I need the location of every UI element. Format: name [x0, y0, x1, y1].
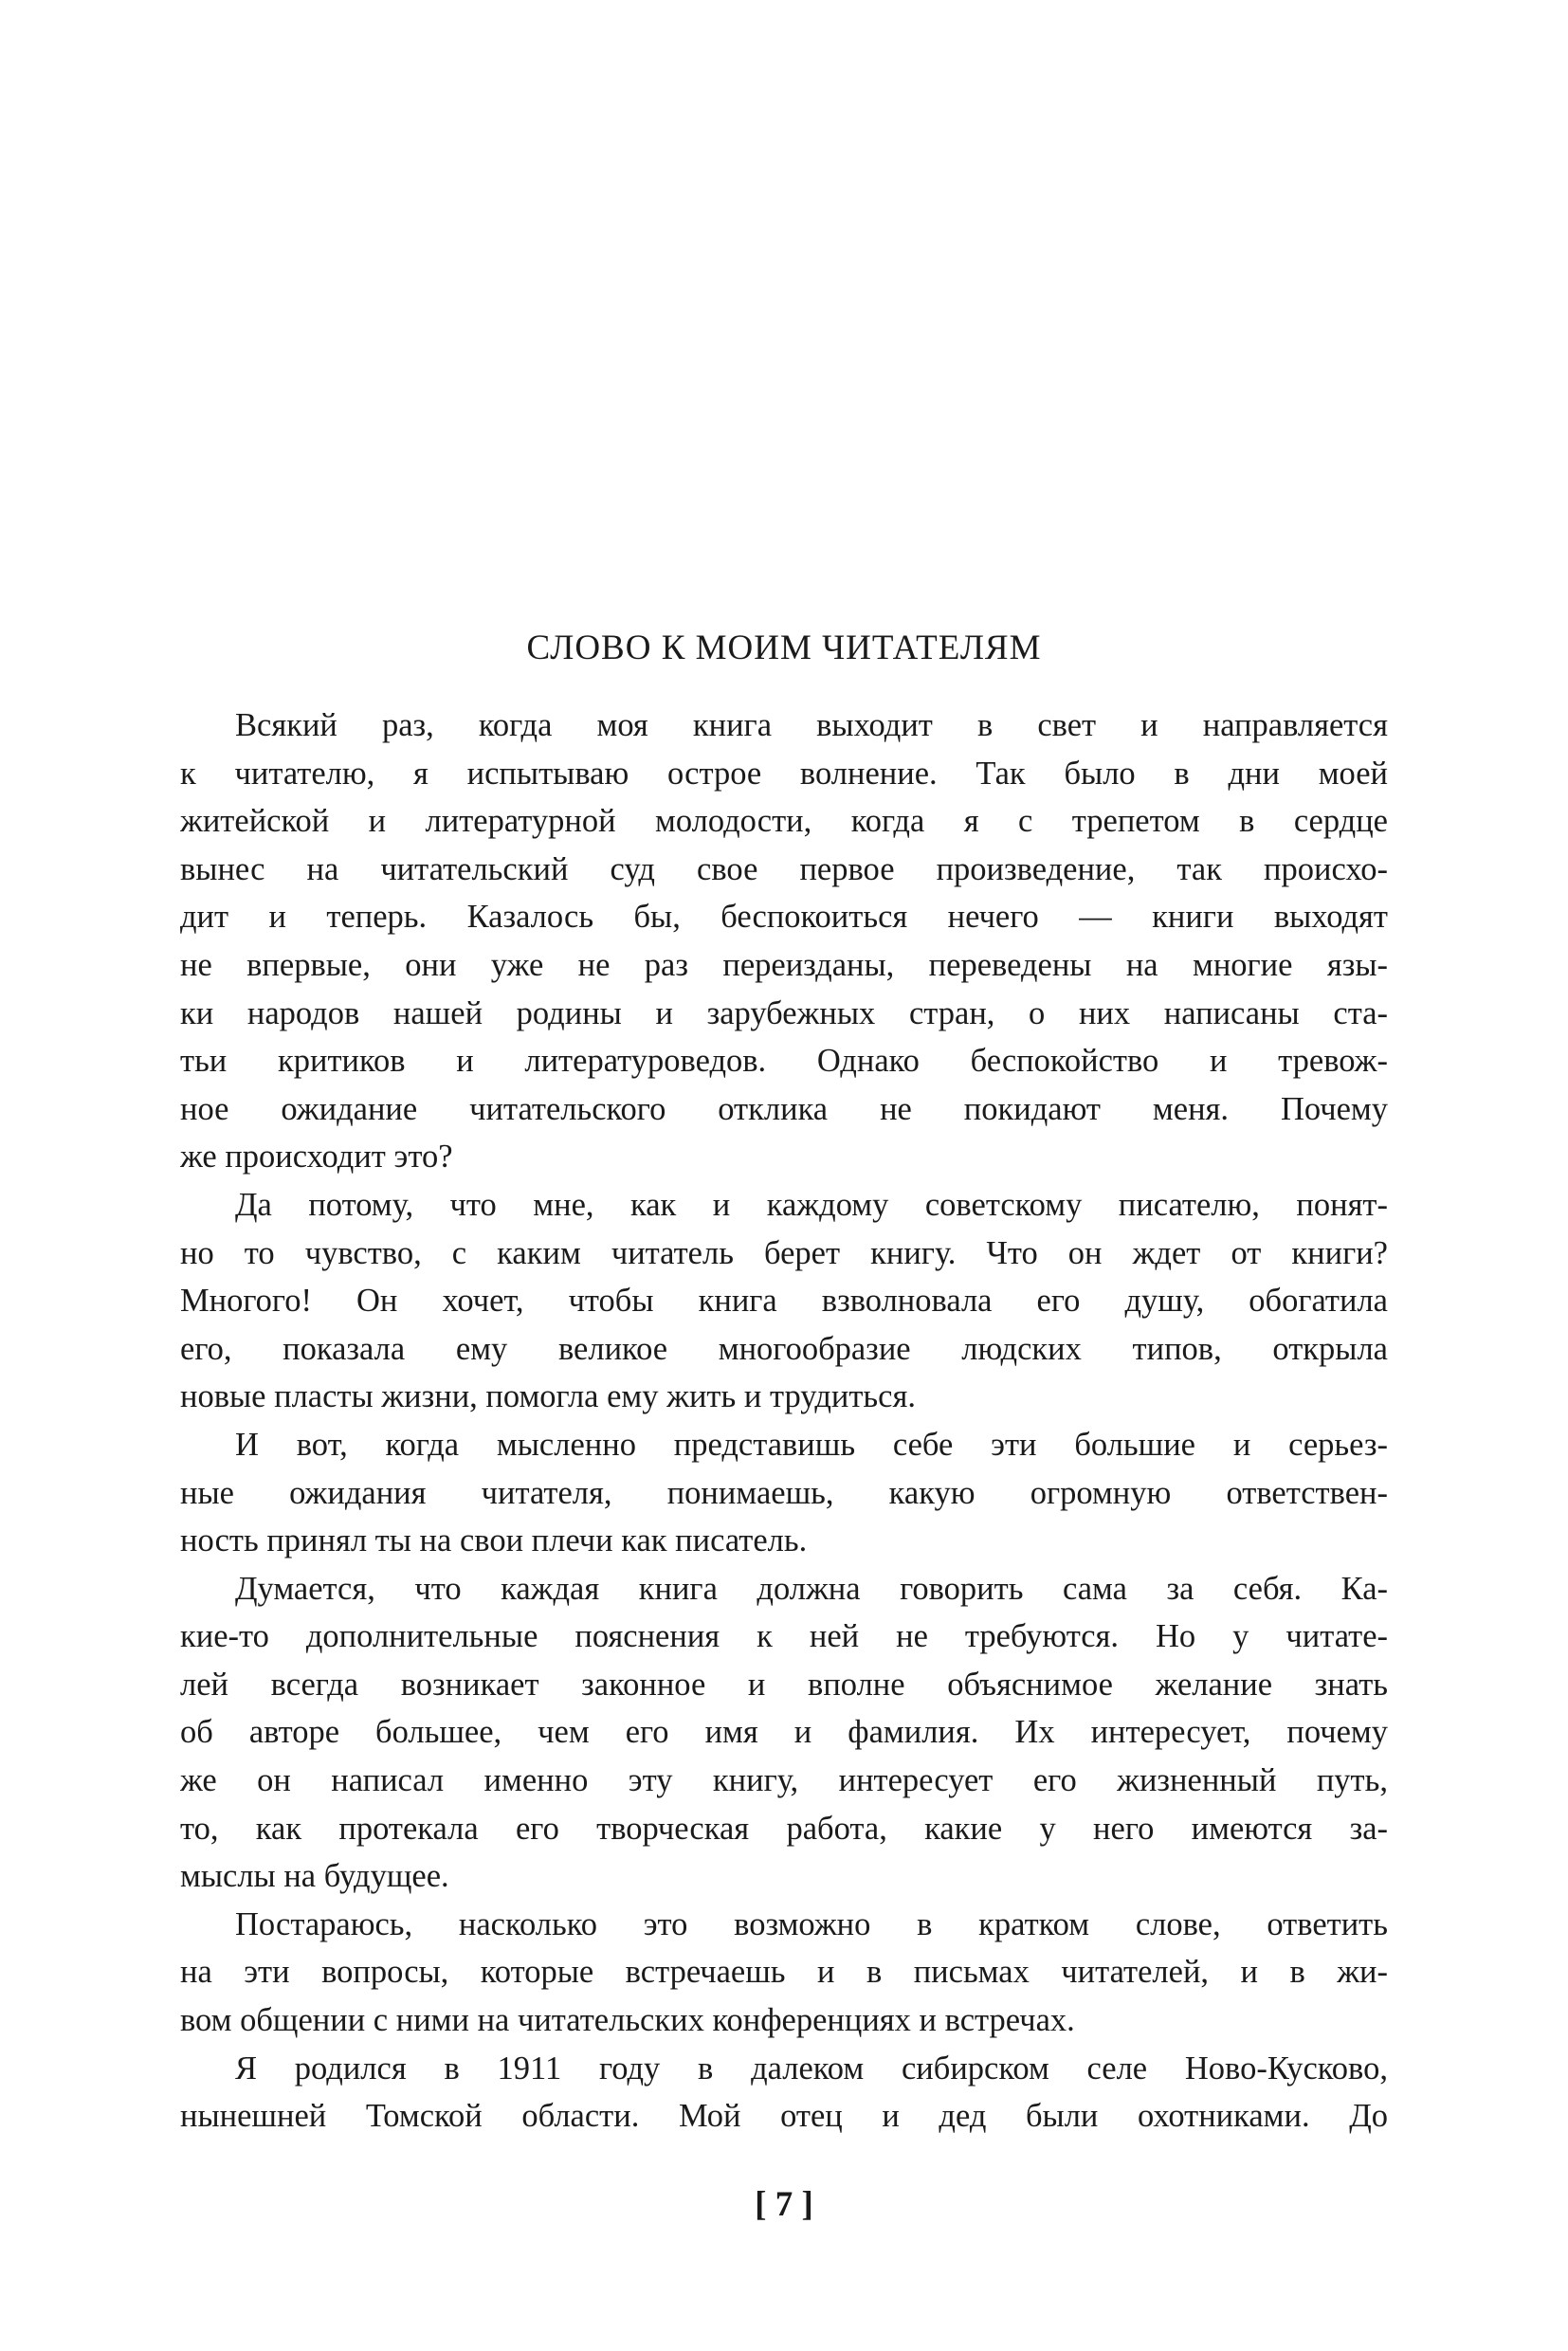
text-line: Думается, что каждая книга должна говорить сама за себя. Ка- [235, 1570, 1388, 1607]
text-line: ное ожидание читательского отклика не покидают меня. Почему [180, 1090, 1388, 1127]
text-line: нынешней Томской области. Мой отец и дед были охотниками. До [180, 2098, 1388, 2135]
text-line: вом общении с ними на читательских конференциях и встречах. [180, 2002, 1075, 2039]
body-text [180, 702, 1388, 2141]
text-line: И вот, когда мысленно представишь себе эти большие и серьез- [235, 1426, 1388, 1463]
page-number: [ 7 ] [755, 2185, 813, 2224]
text-line: же происходит это? [180, 1139, 453, 1176]
text-line: вынес на читательский суд свое первое произведение, так происхо- [180, 850, 1388, 887]
text-line: Постараюсь, насколько это возможно в кратком слове, ответить [235, 1905, 1388, 1942]
paragraph [180, 1421, 1388, 1565]
paragraph [180, 1565, 1388, 1901]
text-line: кие-то дополнительные пояснения к ней не требуются. Но у читате- [180, 1618, 1388, 1655]
text-line: ность принял ты на свои плечи как писатель. [180, 1522, 808, 1559]
text-line: Всякий раз, когда моя книга выходит в свет и направляется [235, 707, 1388, 743]
text-line: тьи критиков и литературоведов. Однако беспокойство и тревож- [180, 1043, 1388, 1080]
paragraph [180, 1901, 1388, 2045]
text-line: Я родился в 1911 году в далеком сибирском селе Ново-Кусково, [235, 2050, 1388, 2087]
text-line: мыслы на будущее. [180, 1858, 449, 1895]
paragraph [180, 2045, 1388, 2141]
text-line: житейской и литературной молодости, когда я с трепетом в сердце [180, 803, 1388, 840]
text-line: об авторе большее, чем его имя и фамилия. Их интересует, почему [180, 1714, 1388, 1751]
text-line: новые пласты жизни, помогла ему жить и трудиться. [180, 1378, 916, 1415]
text-line: ные ожидания читателя, понимаешь, какую огромную ответствен- [180, 1474, 1388, 1511]
text-line: но то чувство, с каким читатель берет книгу. Что он ждет от книги? [180, 1234, 1388, 1271]
text-line: дит и теперь. Казалось бы, беспокоиться нечего — книги выходят [180, 899, 1388, 936]
paragraph [180, 702, 1388, 1181]
paragraph [180, 1181, 1388, 1421]
chapter-title: СЛОВО К МОИМ ЧИТАТЕЛЯМ [526, 629, 1042, 667]
text-line: его, показала ему великое многообразие людских типов, открыла [180, 1330, 1388, 1367]
text-line: Да потому, что мне, как и каждому советскому писателю, понят- [235, 1186, 1388, 1223]
text-line: лей всегда возникает законное и вполне объяснимое желание знать [180, 1666, 1388, 1703]
text-line: ки народов нашей родины и зарубежных стран, о них написаны ста- [180, 994, 1388, 1031]
text-line: на эти вопросы, которые встречаешь и в письмах читателей, и в жи- [180, 1954, 1388, 1991]
text-line: не впервые, они уже не раз переизданы, переведены на многие язы- [180, 946, 1388, 983]
text-line: Многого! Он хочет, чтобы книга взволновала его душу, обогатила [180, 1283, 1388, 1320]
text-line: же он написал именно эту книгу, интересует его жизненный путь, [180, 1762, 1388, 1799]
text-line: к читателю, я испытываю острое волнение. Так было в дни моей [180, 755, 1388, 792]
text-line: то, как протекала его творческая работа, какие у него имеются за- [180, 1810, 1388, 1847]
